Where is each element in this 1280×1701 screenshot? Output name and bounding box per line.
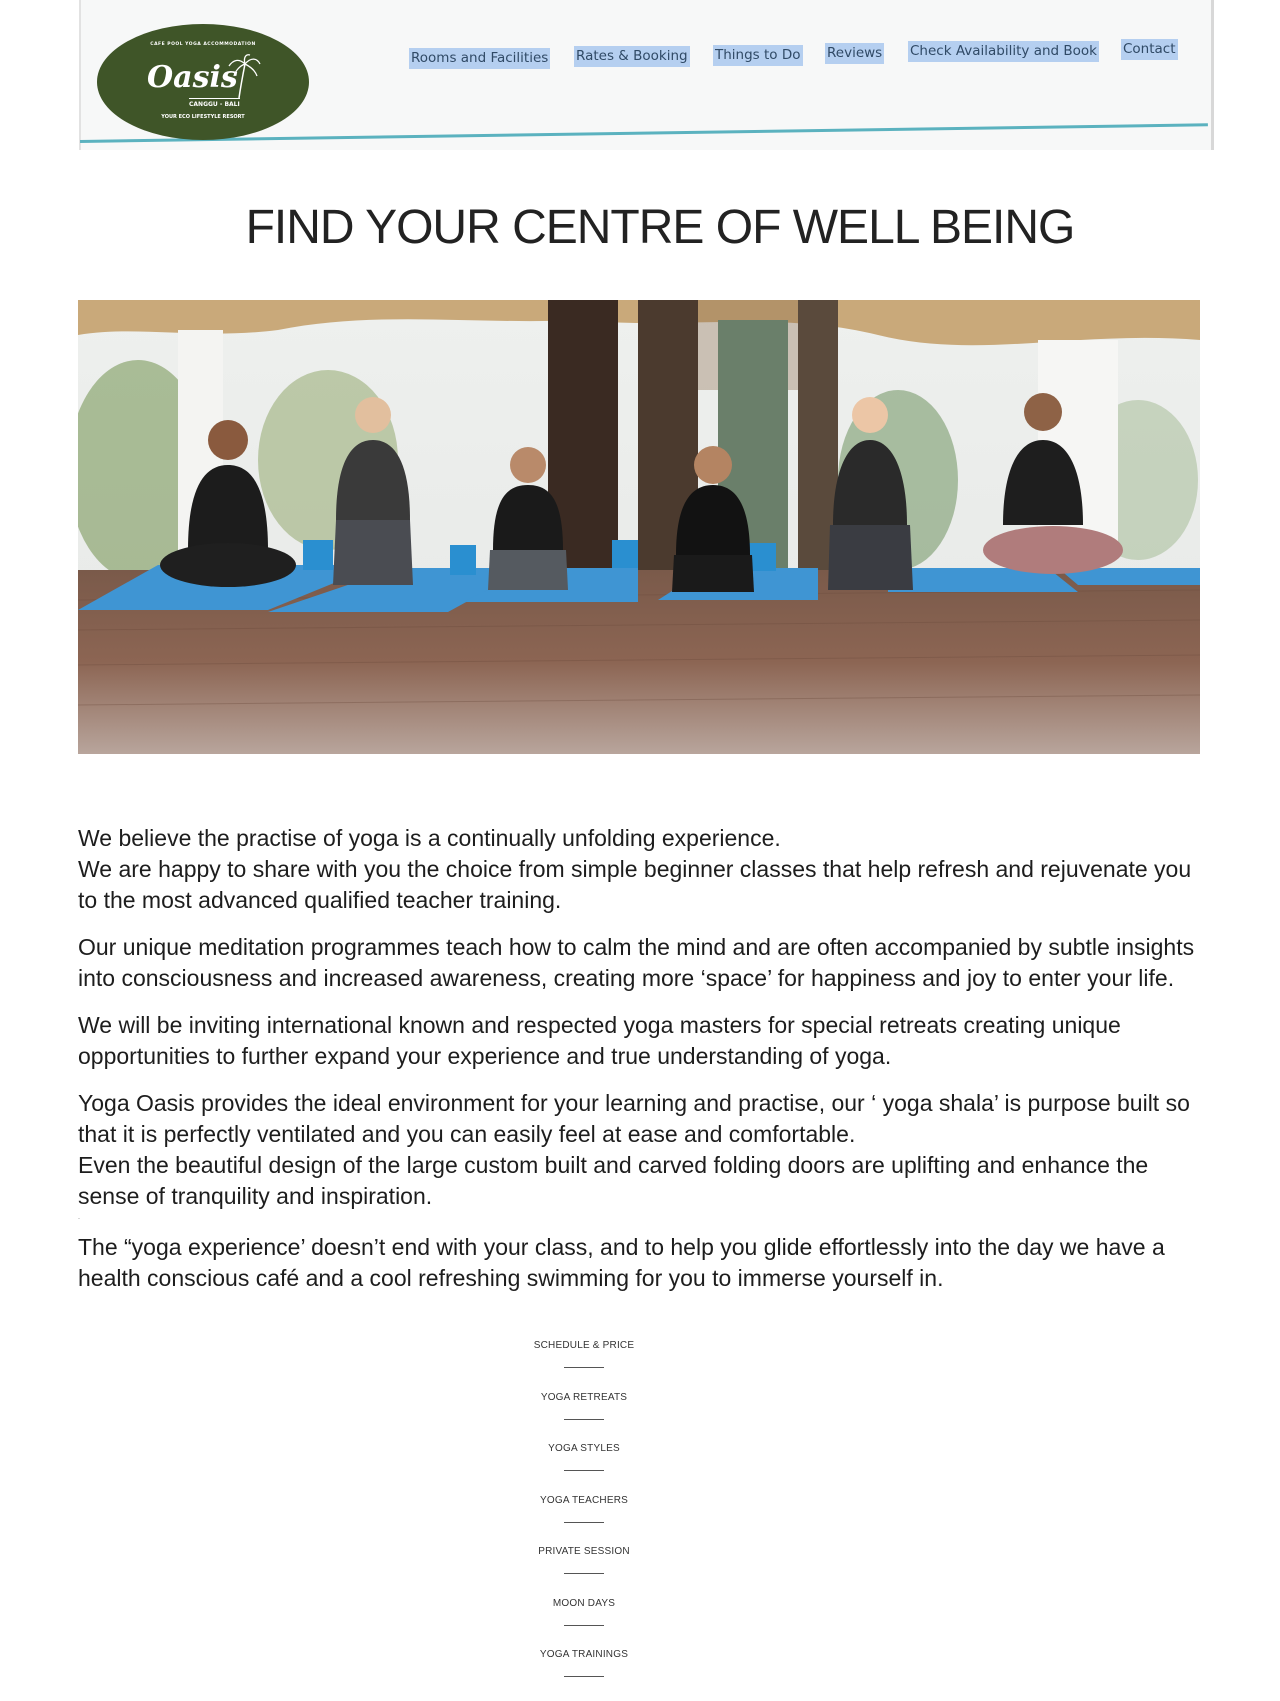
nav-check-availability[interactable]: Check Availability and Book	[908, 41, 1099, 62]
paragraph-1	[78, 823, 1208, 916]
site-logo[interactable]	[97, 24, 309, 140]
link-underline	[564, 1419, 604, 1420]
link-underline	[564, 1522, 604, 1523]
paragraph-4-line-1: Yoga Oasis provides the ideal environment for your learning and practise, our ‘ yoga shala’ is purpose built so that it is perfectly ventilated and you can easily feel at ease and comfortable.	[78, 1090, 1190, 1147]
link-label: MOON DAYS	[552, 1597, 616, 1609]
link-underline	[564, 1625, 604, 1626]
link-private-session[interactable]	[480, 1546, 688, 1598]
link-label: SCHEDULE & PRICE	[533, 1340, 635, 1351]
link-underline	[564, 1573, 604, 1574]
link-underline	[564, 1367, 604, 1368]
nav-things-to-do[interactable]: Things to Do	[713, 45, 803, 66]
link-underline	[564, 1676, 604, 1677]
palm-tree-icon	[225, 54, 261, 98]
hero-image	[78, 300, 1200, 754]
link-yoga-styles[interactable]	[480, 1443, 688, 1495]
logo-tagline: YOUR ECO LIFESTYLE RESORT	[161, 114, 245, 120]
nav-reviews[interactable]: Reviews	[825, 43, 884, 64]
paragraph-1-line-2: We are happy to share with you the choice from simple beginner classes that help refresh and rejuvenate you to the most advanced qualified teacher training.	[78, 856, 1192, 913]
link-label: YOGA TRAININGS	[539, 1649, 629, 1660]
nav-rates-and-booking[interactable]: Rates & Booking	[574, 46, 690, 67]
link-label: YOGA TEACHERS	[540, 1494, 628, 1506]
link-schedule-and-price[interactable]	[480, 1340, 688, 1392]
paragraph-5: The “yoga experience’ doesn’t end with your class, and to help you glide effortlessly into the day we have a health conscious café and a cool refreshing swimming for you to immerse yourself in.	[78, 1234, 1165, 1291]
link-underline	[564, 1470, 604, 1471]
logo-name: Oasis	[147, 60, 238, 95]
nav-contact[interactable]: Contact	[1121, 39, 1178, 60]
nav-rooms-and-facilities[interactable]: Rooms and Facilities	[409, 48, 550, 69]
logo-top-text: CAFE POOL YOGA ACCOMMODATION	[150, 42, 256, 47]
paragraph-4	[78, 1088, 1208, 1212]
link-yoga-trainings[interactable]	[480, 1649, 688, 1701]
link-moon-days[interactable]	[480, 1598, 688, 1650]
page-title: FIND YOUR CENTRE OF WELL BEING	[245, 201, 1075, 254]
link-label: YOGA STYLES	[548, 1443, 620, 1454]
paragraph-4-line-2: Even the beautiful design of the large custom built and carved folding doors are uplifting and enhance the sense of tranquility and inspiration.	[78, 1152, 1149, 1209]
link-label: YOGA RETREATS	[540, 1391, 628, 1403]
yoga-links-menu	[480, 1340, 688, 1701]
stray-dot: ·	[78, 1216, 80, 1222]
link-yoga-teachers[interactable]	[480, 1495, 688, 1547]
link-label: PRIVATE SESSION	[538, 1546, 630, 1557]
link-yoga-retreats[interactable]	[480, 1392, 688, 1444]
paragraph-2: Our unique meditation programmes teach how to calm the mind and are often accompanied by subtle insights into consciousness and increased awareness, creating more ‘space’ for happiness and joy to enter your life.	[78, 934, 1195, 991]
intro-text	[78, 823, 1208, 1310]
yoga-class-photo	[78, 300, 1200, 754]
logo-location: CANGGU - BALI	[189, 98, 240, 108]
paragraph-3: We will be inviting international known and respected yoga masters for special retreats creating unique opportunities to further expand your experience and true understanding of yoga.	[78, 1012, 1121, 1069]
paragraph-1-line-1: We believe the practise of yoga is a continually unfolding experience.	[78, 825, 781, 851]
